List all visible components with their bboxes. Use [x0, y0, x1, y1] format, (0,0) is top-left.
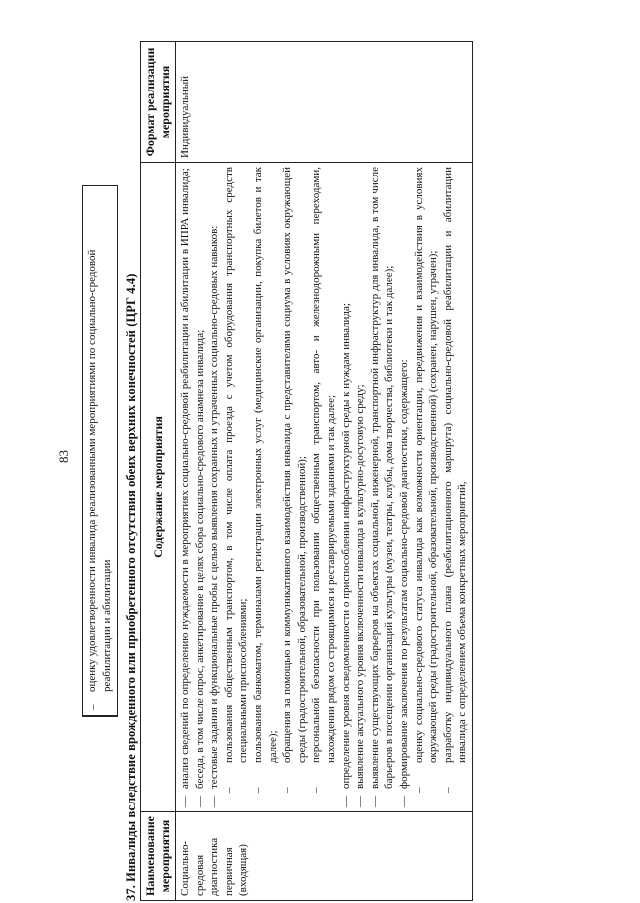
- sub-list-item: – пользования банкоматом, терминалами регистрации электронных услуг (медицинские организации, покупка билетов и так далее);: [251, 167, 279, 793]
- table-row: [176, 42, 473, 901]
- sub-list-item: – разработку индивидуального плана (реабилитационного маршрута) социально-средовой реабилитации и абилитации инвалида с определением объема конкретных мероприятий,: [441, 167, 469, 793]
- header-name: Наименование мероприятия: [141, 812, 176, 901]
- sub-list-item: – оценку социально-средового статуса инвалида как возможности ориентации, передвижения и взаимодействия в условиях окружающей среды (градостроительной, образовательной, производственной) (сохранен, нарушен, утрачен);: [412, 167, 440, 793]
- list-item: — тестовые задания и функциональные пробы с целью выявления сохранных и утраченных социально-средовых навыков:: [208, 225, 221, 807]
- list-item: — анализ сведений по определению нуждаемости в мероприятиях социально-средовой реабилитации и абилитации в ИПРА инвалида;: [179, 168, 191, 807]
- fragment-text: оценку удовлетворенности инвалида реализованными мероприятиями по социально-средовой реабилитации и абилитации: [86, 249, 113, 692]
- list-item: — выявление существующих барьеров на объектах социальной, инженерной, транспортной инфраструктур для инвалида, в том числе барьеров в посещении организаций культуры (музеи, театры, клубы, дома творчества, библиотеки и так далее);: [368, 167, 396, 807]
- cell-measure-format: Индивидуальный: [176, 42, 473, 163]
- page-number: 83: [56, 450, 71, 463]
- header-content: Содержание мероприятия: [141, 163, 176, 812]
- cell-measure-name: Социально-средовая диагностика первичная (входящая): [176, 812, 473, 901]
- table-header-row: [141, 42, 176, 901]
- measures-table: [140, 41, 473, 901]
- header-format: Формат реализации мероприятия: [141, 42, 176, 163]
- cell-measure-content: [176, 163, 473, 812]
- sub-list-item: – обращения за помощью и коммуникативного взаимодействия инвалида с представителями социума в условиях окружающей среды (градостроительной, образовательной, производственной);: [281, 167, 308, 793]
- sub-list-item: – пользования общественным транспортом, в том числе оплата проезда с учетом оборудования транспортных средств специальными приспособлениями;: [222, 167, 250, 793]
- previous-table-fragment: [82, 185, 118, 717]
- section-title: 37. Инвалиды вследствие врожденного или приобретенного отсутствия обеих верхних конечностей (ЦРГ 4.4): [124, 273, 138, 901]
- list-item: — беседа, в том числе опрос, анкетирование в целях сбора социально-средового анамнеза инвалида;: [193, 329, 206, 807]
- list-dash: –: [87, 704, 99, 710]
- list-item: — определение уровня осведомленности о приспособлении инфраструктурной среды к нуждам инвалида;: [339, 303, 352, 807]
- sub-list-item: – персональной безопасности при пользовании общественным транспортом, авто- и железнодорожными переходами, нахождении рядом со строящимися и реставрируемыми зданиями и так далее;: [310, 167, 337, 793]
- list-item: — выявление актуального уровня включенности инвалида в культурно-досуговую среду;: [354, 384, 367, 807]
- table-border: [83, 715, 117, 716]
- list-item: — формирование заключения по результатам социально-средовой диагностики, содержащего:: [397, 359, 410, 807]
